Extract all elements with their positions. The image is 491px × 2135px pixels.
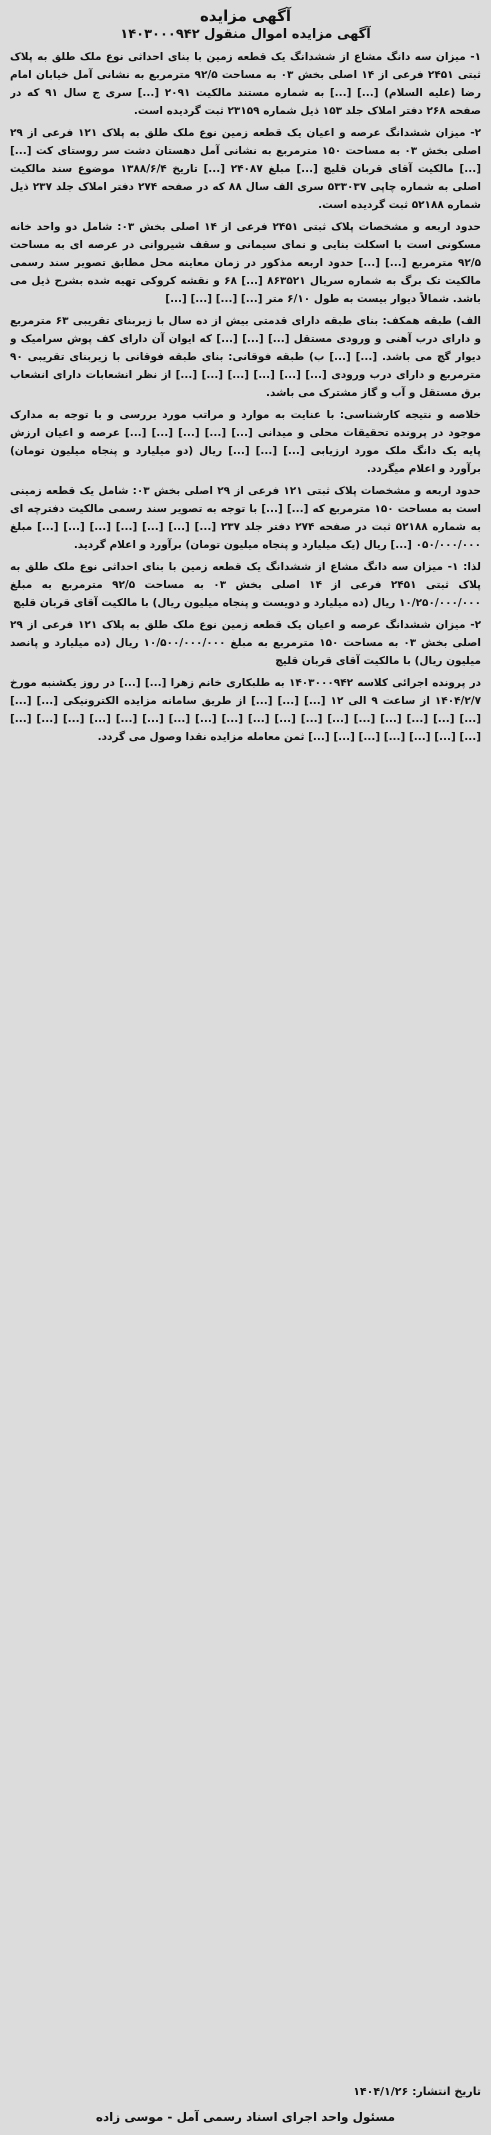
notice-title: آگهی مزایده bbox=[199, 7, 292, 25]
paragraph: در پرونده اجرائی کلاسه ۱۴۰۳۰۰۰۹۴۲ به طلبکاری خانم زهرا [...] [...] در روز یکشنبه مورخ ۱۴۰۴/۲/۷ از ساعت ۹ الی ۱۲ [...] [...] [...] از طریق سامانه مزایده الکترونیکی [...] [...] [...] [...] [...] [...] [...] [...] [...] [...] [...] [...] [...] [...] [...] [...] [...] [...] [...] [...] [...] [...] [...] [...] [...] [...] [...] ثمن معامله مزایده نقدا وصول می گردد. bbox=[10, 677, 481, 743]
notice-header bbox=[10, 6, 481, 44]
notice-body bbox=[10, 48, 481, 2075]
paragraph: ۲- میزان ششدانگ عرصه و اعیان یک قطعه زمین نوع ملک طلق به پلاک ۱۲۱ فرعی از ۲۹ اصلی بخش ۰۳ به مساحت ۱۵۰ مترمربع به مبلغ ۱۰/۵۰۰/۰۰۰/۰۰۰ ریال (ده میلیارد و پانصد میلیون ریال) با مالکیت آقای قربان قلیچ bbox=[10, 619, 481, 667]
signature-line: مسئول واحد اجرای اسناد رسمی آمل - موسی زاده bbox=[95, 2110, 396, 2124]
publication-date: تاریخ انتشار: ۱۴۰۴/۱/۲۶ bbox=[353, 2085, 481, 2098]
paragraph: لذا: ۱- میزان سه دانگ مشاع از ششدانگ یک قطعه زمین با بنای احداثی نوع ملک طلق به پلاک ثبتی ۲۴۵۱ فرعی از ۱۴ اصلی بخش ۰۳ به مساحت ۹۲/۵ مترمربع به مبلغ ۱۰/۲۵۰/۰۰۰/۰۰۰ ریال (ده میلیارد و دویست و پنجاه میلیون ریال) با مالکیت آقای قربان قلیچ bbox=[10, 561, 481, 609]
paragraph: حدود اربعه و مشخصات پلاک ثبتی ۲۴۵۱ فرعی از ۱۴ اصلی بخش ۰۳: شامل دو واحد خانه مسکونی است با اسکلت بنایی و نمای سیمانی و سقف شیروانی در عرصه ای به مساحت ۹۲/۵ مترمربع [...] [...] حدود اربعه مذکور در زمان معاینه محل مطابق تصویر سند رسمی مالکیت تک برگ به شماره سریال ۸۶۳۵۲۱ [...] ۶۸ و نقشه کروکی تهیه شده بشرح ذیل می باشد. شمالاً دیوار بیست به طول ۶/۱۰ متر [...] [...] [...] [...] bbox=[10, 221, 481, 305]
notice-subtitle: آگهی مزایده اموال منقول ۱۴۰۳۰۰۰۹۴۲ bbox=[120, 27, 371, 42]
paragraph: خلاصه و نتیجه کارشناسی: با عنایت به موارد و مراتب مورد بررسی و با توجه به مدارک موجود در پرونده تحقیقات محلی و میدانی [...] [...] [...] [...] [...] عرصه و اعیان ارزش پایه یک دانگ ملک مورد ارزیابی [...] [...] [...] ریال (دو میلیارد و پنجاه میلیون تومان) برآورد و اعلام میگردد. bbox=[10, 409, 481, 475]
paragraph: حدود اربعه و مشخصات پلاک ثبتی ۱۲۱ فرعی از ۲۹ اصلی بخش ۰۳: شامل یک قطعه زمینی است به مساحت ۱۵۰ مترمربع که [...] [...] با توجه به تصویر سند رسمی مالکیت دفترچه ای به شماره ۵۲۱۸۸ ثبت در صفحه ۲۷۴ دفتر جلد ۲۳۷ [...] [...] [...] [...] [...] [...] [...] مبلغ ۰۵۰/۰۰۰/۰۰۰ [...] ریال (یک میلیارد و پنجاه میلیون تومان) برآورد و اعلام گردید. bbox=[10, 485, 481, 551]
paragraph: ۲- میزان ششدانگ عرصه و اعیان یک قطعه زمین نوع ملک طلق به پلاک ۱۲۱ فرعی از ۲۹ اصلی بخش ۰۳ به مساحت ۱۵۰ مترمربع به نشانی آمل دهستان دشت سر روستای کت [...] [...] مالکیت آقای قربان قلیچ [...] مبلغ ۲۴۰۸۷ [...] تاریخ ۱۳۸۸/۶/۴ موضوع سند مالکیت اصلی به شماره چاپی ۵۳۳۰۳۷ سری الف سال ۸۸ که در صفحه ۲۷۴ دفتر املاک جلد ۲۳۷ ذیل شماره ۵۲۱۸۸ ثبت گردیده است. bbox=[10, 127, 481, 211]
notice-footer bbox=[10, 2075, 481, 2127]
paragraph: الف) طبقه همکف: بنای طبقه دارای قدمتی بیش از ده سال با زیربنای تقریبی ۶۳ مترمربع و دارای درب آهنی و ورودی مستقل [...] [...] [...] که ایوان آن دارای کف پوش سرامیک و دیوار گچ می باشد. [...] [...] ب) طبقه فوقانی: بنای طبقه فوقانی با زیربنای تقریبی ۹۰ مترمربع و دارای درب ورودی [...] [...] [...] [...] [...] [...] از نظر انشعابات دارای انشعاب برق مستقل و آب و گاز مشترک می باشد. bbox=[10, 315, 481, 399]
paragraph: ۱- میزان سه دانگ مشاع از ششدانگ یک قطعه زمین با بنای احداثی نوع ملک طلق به پلاک ثبتی ۲۴۵۱ فرعی از ۱۴ اصلی بخش ۰۳ به مساحت ۹۲/۵ مترمربع به نشانی آمل خیابان امام رضا (علیه السلام) [...] [...] به شماره مستند مالکیت ۲۰۹۱ [...] سری ج سال ۹۱ که در صفحه ۲۶۸ دفتر املاک جلد ۱۵۳ ذیل شماره ۲۳۱۵۹ ثبت گردیده است. bbox=[10, 51, 481, 117]
